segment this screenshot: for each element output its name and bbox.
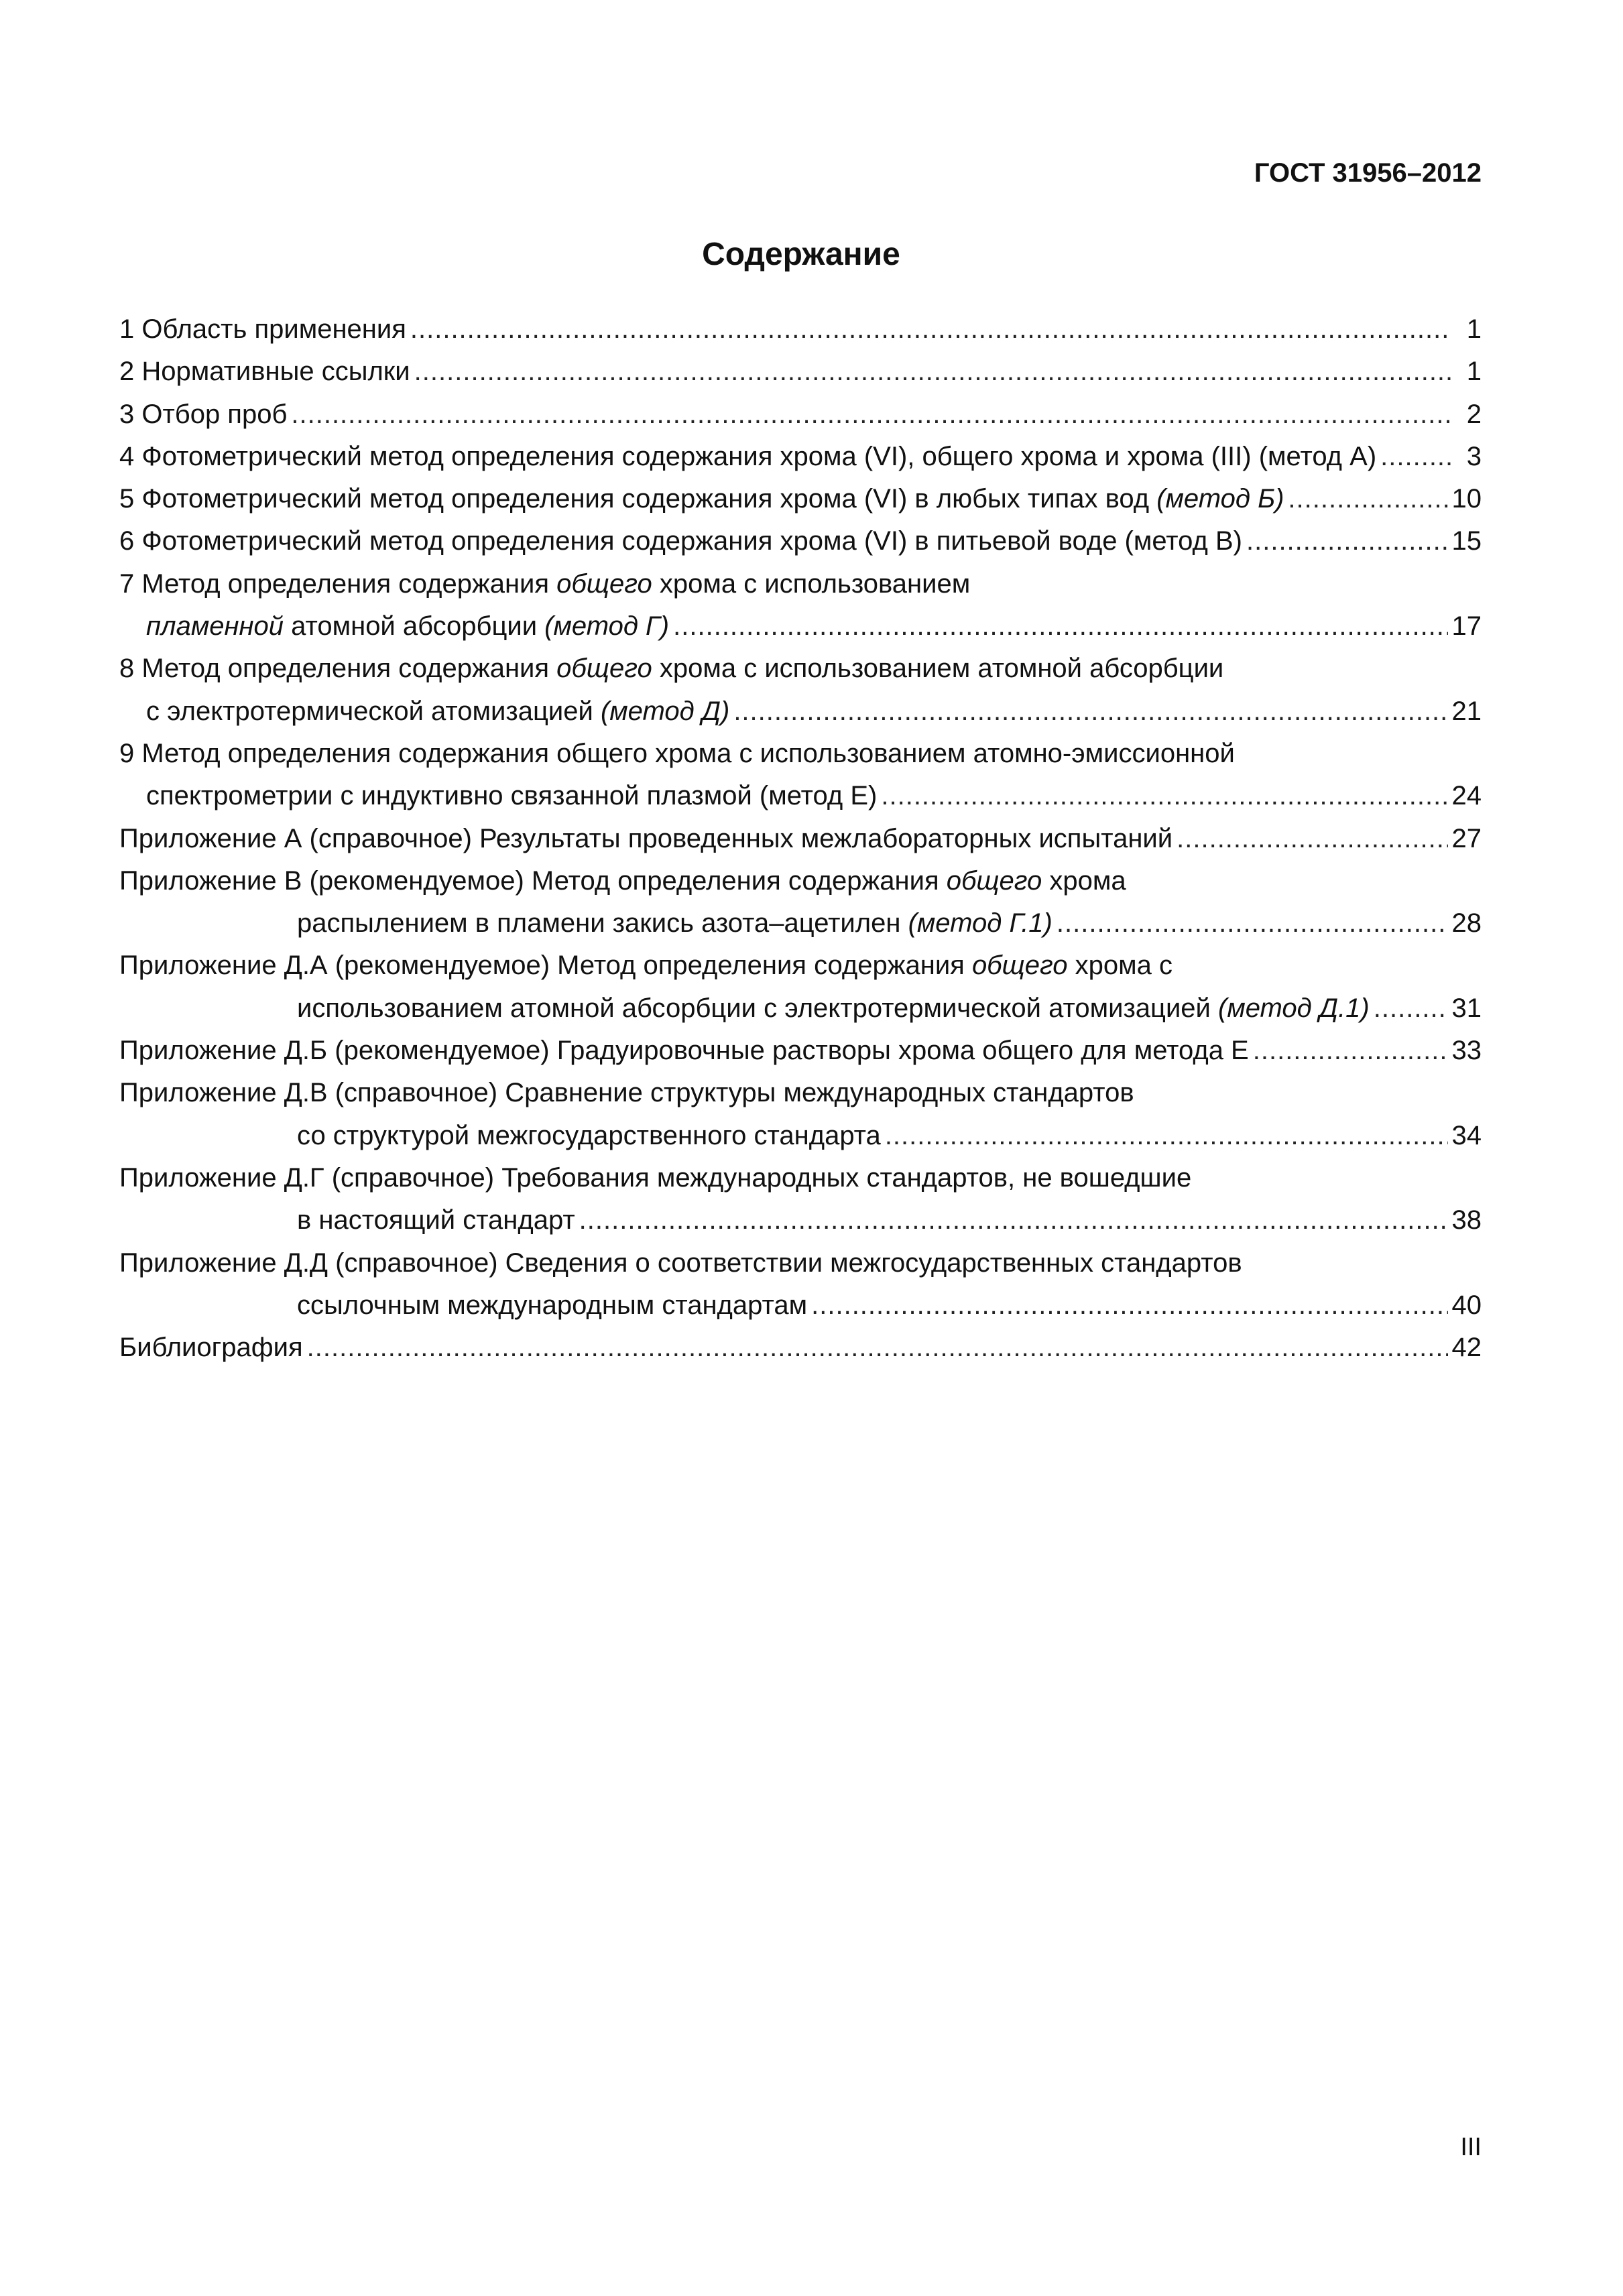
toc-text-segment: 7 Метод определения содержания (119, 568, 557, 599)
toc-entry-text (119, 860, 1126, 902)
toc-text-segment: хрома с использованием атомной абсорбции (652, 654, 1224, 684)
toc-entry-appendix-da-continuation[interactable] (119, 987, 1482, 1030)
dot-leader (1057, 902, 1448, 945)
toc-entry-method-v[interactable] (119, 520, 1482, 562)
dot-leader (733, 690, 1447, 733)
document-id: ГОСТ 31956–2012 (1254, 158, 1482, 188)
toc-page-number: 10 (1451, 484, 1482, 514)
toc-entry-sampling[interactable] (119, 394, 1482, 436)
toc-title: Содержание (702, 237, 900, 272)
toc-text-italic: общего (556, 654, 652, 684)
toc-entry-method-d-continuation[interactable] (119, 690, 1482, 733)
toc-entry-normative-references[interactable] (119, 351, 1482, 393)
toc-entry-text: Библиография (119, 1333, 303, 1363)
toc-text-italic: (метод Г) (544, 611, 670, 642)
dot-leader (1253, 1030, 1448, 1072)
toc-entry-method-b[interactable] (119, 478, 1482, 520)
dot-leader (1380, 436, 1451, 478)
toc-page-number: 40 (1451, 1290, 1482, 1320)
toc-text-italic: общего (946, 865, 1042, 896)
dot-leader (307, 1327, 1448, 1369)
toc-entry-appendix-dd[interactable] (119, 1242, 1482, 1284)
toc-entry-appendix-dg-continuation[interactable] (119, 1199, 1482, 1242)
toc-entry-appendix-db[interactable] (119, 1030, 1482, 1072)
toc-page-number: 21 (1451, 696, 1482, 726)
toc-text-segment: 8 Метод определения содержания (119, 654, 557, 684)
toc-page-number: 24 (1451, 781, 1482, 811)
toc-entry-appendix-dg[interactable] (119, 1157, 1482, 1199)
dot-leader (1288, 478, 1447, 520)
toc-entry-text: Приложение Д.В (справочное) Сравнение структуры международных стандартов (119, 1078, 1134, 1108)
toc-entry-appendix-dv[interactable] (119, 1072, 1482, 1114)
dot-leader (414, 351, 1451, 393)
toc-entry-appendix-v-continuation[interactable] (119, 902, 1482, 945)
toc-entry-text (297, 987, 1370, 1030)
toc-text-segment: 5 Фотометрический метод определения содержания хрома (VI) в любых типах вод (119, 484, 1157, 514)
toc-entry-text: со структурой межгосударственного стандарта (297, 1120, 881, 1150)
toc-entry-text: в настоящий стандарт (297, 1205, 575, 1235)
toc-text-segment: использованием атомной абсорбции с электротермической атомизацией (297, 993, 1219, 1023)
toc-page-number: 42 (1451, 1333, 1482, 1363)
toc-text-segment: распылением в пламени закись азота–ацетилен (297, 908, 908, 939)
toc-entry-text: Приложение Д.Г (справочное) Требования международных стандартов, не вошедшие (119, 1162, 1192, 1193)
toc-text-segment: хрома (1042, 865, 1126, 896)
dot-leader (673, 605, 1447, 648)
toc-page-number: 17 (1451, 611, 1482, 642)
dot-leader (881, 775, 1447, 817)
toc-entry-appendix-v[interactable] (119, 860, 1482, 902)
toc-text-italic: общего (971, 951, 1068, 981)
toc-entry-text (119, 563, 970, 605)
toc-entry-text (146, 605, 669, 648)
table-of-contents (119, 308, 1482, 1369)
toc-entry-text: 6 Фотометрический метод определения содержания хрома (VI) в питьевой воде (метод В) (119, 526, 1242, 556)
toc-text-segment: Приложение Д.А (рекомендуемое) Метод определения содержания (119, 951, 972, 981)
toc-entry-method-e[interactable] (119, 733, 1482, 775)
toc-page-number: 15 (1451, 526, 1482, 556)
page-number: III (1460, 2133, 1482, 2161)
toc-entry-text: 3 Отбор проб (119, 399, 288, 429)
dot-leader (291, 394, 1451, 436)
toc-text-italic: (метод Д) (600, 696, 730, 726)
toc-page-number: 28 (1451, 908, 1482, 939)
toc-text-italic: (метод Б) (1156, 484, 1284, 514)
toc-page-number: 2 (1466, 399, 1482, 429)
toc-entry-appendix-a[interactable] (119, 818, 1482, 860)
toc-entry-text: ссылочным международным стандартам (297, 1290, 808, 1320)
toc-entry-appendix-dv-continuation[interactable] (119, 1115, 1482, 1157)
toc-page-number: 27 (1451, 823, 1482, 853)
toc-entry-text: Приложение Д.Б (рекомендуемое) Градуировочные растворы хрома общего для метода Е (119, 1036, 1249, 1066)
toc-entry-scope[interactable] (119, 308, 1482, 351)
toc-entry-text: 9 Метод определения содержания общего хрома с использованием атомно-эмиссионной (119, 738, 1235, 768)
dot-leader (1177, 818, 1447, 860)
toc-entry-text (146, 690, 729, 733)
dot-leader (811, 1284, 1447, 1327)
toc-entry-text (119, 945, 1173, 987)
toc-entry-method-d[interactable] (119, 648, 1482, 690)
toc-page-number: 38 (1451, 1205, 1482, 1235)
toc-entry-method-a[interactable] (119, 436, 1482, 478)
toc-entry-text (297, 902, 1053, 945)
toc-entry-text (119, 648, 1223, 690)
toc-text-segment: хрома с (1067, 951, 1173, 981)
toc-page-number: 31 (1451, 993, 1482, 1023)
toc-entry-text: 2 Нормативные ссылки (119, 357, 410, 387)
toc-text-italic: пламенной (146, 611, 284, 642)
toc-page-number: 3 (1466, 441, 1482, 471)
toc-entry-appendix-da[interactable] (119, 945, 1482, 987)
toc-page-number: 33 (1451, 1036, 1482, 1066)
toc-text-segment: Приложение В (рекомендуемое) Метод определения содержания (119, 865, 947, 896)
toc-entry-text: спектрометрии с индуктивно связанной плазмой (метод Е) (146, 781, 878, 811)
dot-leader (885, 1115, 1448, 1157)
toc-entry-appendix-dd-continuation[interactable] (119, 1284, 1482, 1327)
toc-entry-method-g-continuation[interactable] (119, 605, 1482, 648)
toc-entry-text: 1 Область применения (119, 314, 406, 344)
toc-entry-text: Приложение А (справочное) Результаты проведенных межлабораторных испытаний (119, 823, 1173, 853)
toc-text-segment: хрома с использованием (652, 568, 971, 599)
toc-text-italic: (метод Г.1) (908, 908, 1053, 939)
dot-leader (1246, 520, 1448, 562)
dot-leader (1374, 987, 1448, 1030)
toc-entry-text: 4 Фотометрический метод определения содержания хрома (VI), общего хрома и хрома (III) (метод А) (119, 441, 1377, 471)
toc-text-italic: общего (556, 568, 652, 599)
toc-entry-text: Приложение Д.Д (справочное) Сведения о соответствии межгосударственных стандартов (119, 1248, 1242, 1278)
dot-leader (579, 1199, 1448, 1242)
toc-page-number: 34 (1451, 1120, 1482, 1150)
toc-entry-bibliography[interactable] (119, 1327, 1482, 1369)
toc-page-number: 1 (1466, 314, 1482, 344)
toc-text-segment: с электротермической атомизацией (146, 696, 601, 726)
toc-text-segment: атомной абсорбции (284, 611, 545, 642)
toc-entry-method-e-continuation[interactable] (119, 775, 1482, 817)
toc-text-italic: (метод Д.1) (1218, 993, 1370, 1023)
toc-page-number: 1 (1466, 357, 1482, 387)
toc-entry-text (119, 478, 1284, 520)
toc-entry-method-g[interactable] (119, 563, 1482, 605)
dot-leader (410, 308, 1451, 351)
